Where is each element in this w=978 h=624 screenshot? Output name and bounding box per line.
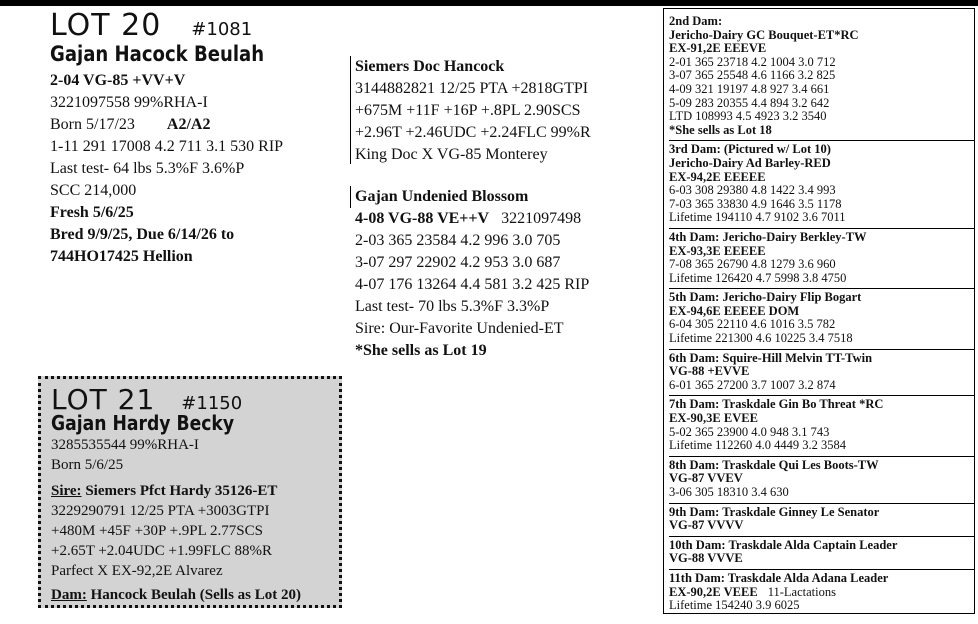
scc: SCC 214,000: [50, 182, 137, 199]
dam-classification: EX-94,6E EEEEE DOM: [669, 303, 800, 318]
production-record: 7-08 365 26790 4.8 1279 3.6 960: [669, 257, 836, 272]
dam-classification: EX-94,2E EEEEE: [669, 169, 766, 184]
dam-line: [51, 585, 301, 605]
bred-sire: 744HO17425 Hellion: [50, 248, 193, 265]
dam-sire: Sire: Our-Favorite Undenied-ET: [355, 320, 564, 337]
bred-info: Bred 9/9/25, Due 6/14/26 to: [50, 226, 235, 243]
last-test: Last test- 64 lbs 5.3%F 3.6%P: [50, 160, 245, 177]
dam-title: 2nd Dam:: [669, 14, 723, 28]
dam-pedigree-box: [663, 8, 975, 614]
dam-entry: [669, 13, 974, 141]
lot-number: LOT 21: [51, 383, 156, 416]
dam-title: 8th Dam: Traskdale Qui Les Boots-TW: [669, 457, 879, 472]
dam-score-line: [355, 208, 589, 230]
dam-classification: VG-88 +EVVE: [669, 364, 750, 379]
dam-record: 2-03 365 23584 4.2 996 3.0 705: [355, 232, 561, 249]
dam-entry: [669, 457, 974, 504]
lot20-details: [50, 70, 283, 268]
dam-entry: [669, 570, 974, 616]
dam-entry: [669, 537, 974, 570]
production-record: 6-04 305 22110 4.6 1016 3.5 782: [669, 317, 836, 332]
production-record: 4-09 321 19197 4.8 927 3.4 661: [669, 81, 830, 96]
dam-title: 4th Dam: Jericho-Dairy Berkley-TW: [669, 229, 867, 244]
dam-last-test: Last test- 70 lbs 5.3%F 3.3%P: [355, 298, 550, 315]
dam-name: Jericho-Dairy Ad Barley-RED: [669, 155, 831, 170]
production-record: 5-02 365 23900 4.0 948 3.1 743: [669, 424, 830, 439]
sire-line: 3144882821 12/25 PTA +2818GTPI: [355, 80, 589, 97]
birth-date: Born 5/6/25: [51, 457, 124, 473]
cow-name: Gajan Hacock Beulah: [50, 42, 265, 66]
production-record: 5-09 283 20355 4.4 894 3.2 642: [669, 95, 830, 110]
lot-id: #1081: [191, 19, 253, 40]
production-record: Lifetime 126420 4.7 5998 3.8 4750: [669, 270, 847, 285]
dam-title: 7th Dam: Traskdale Gin Bo Threat *RC: [669, 397, 884, 412]
dam-classification: EX-90,3E EVEE: [669, 411, 758, 426]
sire-line: +2.96T +2.46UDC +2.24FLC 99%R: [355, 124, 591, 141]
production-record: 1-11 291 17008 4.2 711 3.1 530 RIP: [50, 138, 284, 155]
dam-name: Hancock Beulah (Sells as Lot 20): [90, 587, 302, 603]
dam-record: 3-07 297 22902 4.2 953 3.0 687: [355, 254, 561, 271]
dam-record: 4-07 176 13264 4.4 581 3.2 425 RIP: [355, 276, 590, 293]
production-record: 6-01 365 27200 3.7 1007 3.2 874: [669, 377, 836, 392]
top-rule: [0, 0, 978, 6]
dam-title: 11th Dam: Traskdale Alda Adana Leader: [669, 570, 889, 585]
dam-sells: *She sells as Lot 19: [355, 342, 487, 359]
dam-classification-score: EX-90,2E VEEE: [669, 584, 758, 599]
dam-name: Gajan Undenied Blossom: [355, 188, 529, 205]
sire-block: [350, 56, 591, 164]
dam-entry: [669, 396, 974, 456]
dam-entry: [669, 141, 974, 229]
dam-registration: 3221097498: [501, 210, 582, 227]
sire-line: +675M +11F +16P +.8PL 2.90SCS: [355, 102, 581, 119]
dam-entry: [669, 289, 974, 349]
sire-detail: +480M +45F +30P +.9PL 2.77SCS: [51, 523, 263, 539]
sire-line: King Doc X VG-85 Monterey: [355, 146, 548, 163]
sire-detail: 3229290791 12/25 PTA +3003GTPI: [51, 503, 270, 519]
dam-entry: [669, 350, 974, 397]
dam-title: 6th Dam: Squire-Hill Melvin TT-Twin: [669, 350, 873, 365]
dam-title: 5th Dam: Jericho-Dairy Flip Bogart: [669, 290, 862, 305]
dam-classification: EX-91,2E EEEVE: [669, 41, 767, 56]
lactation-count: 11-Lactations: [767, 584, 836, 599]
production-record: 3-06 305 18310 3.4 630: [669, 485, 789, 499]
dam-entry: [669, 229, 974, 289]
lot20-header: [50, 8, 252, 43]
dam-label: Dam:: [51, 587, 87, 603]
dam-details: [355, 208, 589, 362]
dam-classification: VG-87 VVVV: [669, 518, 744, 533]
dam-classification: [669, 586, 974, 600]
registration: 3221097558 99%RHA-I: [50, 94, 208, 111]
production-record: 6-03 308 29380 4.8 1422 3.4 993: [669, 183, 836, 198]
lot21-box: [38, 376, 342, 608]
production-record: Lifetime 221300 4.6 10225 3.4 7518: [669, 331, 853, 346]
dam-title: 9th Dam: Traskdale Ginney Le Senator: [669, 504, 880, 519]
dam-entry: [669, 504, 974, 537]
dam-title: 10th Dam: Traskdale Alda Captain Leader: [669, 537, 898, 552]
dam-classification: VG-87 VVEV: [669, 471, 743, 486]
production-record: 3-07 365 25548 4.6 1166 3.2 825: [669, 68, 836, 83]
production-record: 2-01 365 23718 4.2 1004 3.0 712: [669, 54, 836, 69]
birth-line: [50, 114, 283, 136]
dam-classification: 4-08 VG-88 VE++V: [355, 210, 490, 227]
fresh-date: Fresh 5/6/25: [50, 204, 134, 221]
production-record: Lifetime 154240 3.9 6025: [669, 598, 800, 613]
classification: 2-04 VG-85 +VV+V: [50, 72, 186, 89]
production-record: 7-03 365 33830 4.9 1646 3.5 1178: [669, 196, 842, 211]
lot-number: LOT 20: [50, 8, 162, 43]
sire-label: Sire:: [51, 483, 82, 499]
registration: 3285535544 99%RHA-I: [51, 437, 199, 453]
production-record: Lifetime 194110 4.7 9102 3.6 7011: [669, 210, 846, 225]
birth-date: Born 5/17/23: [50, 116, 135, 133]
sire-name: Siemers Doc Hancock: [355, 58, 505, 75]
sire-detail: Parfect X EX-92,2E Alvarez: [51, 563, 223, 579]
sire-detail: +2.65T +2.04UDC +1.99FLC 88%R: [51, 543, 272, 559]
a2-status: A2/A2: [166, 116, 211, 133]
dam-title: 3rd Dam: (Pictured w/ Lot 10): [669, 142, 831, 157]
dam-classification: EX-93,3E EEEEE: [669, 243, 766, 258]
sire-name: Siemers Pfct Hardy 35126-ET: [85, 483, 278, 499]
production-record: LTD 108993 4.5 4923 3.2 3540: [669, 109, 827, 124]
lot-id: #1150: [181, 393, 243, 414]
dam-classification: VG-88 VVVE: [669, 551, 743, 566]
dam-block: [350, 186, 528, 208]
sire-line: [51, 481, 301, 501]
cow-name: Gajan Hardy Becky: [51, 411, 235, 435]
lot21-details: [51, 435, 301, 605]
production-record: Lifetime 112260 4.0 4449 3.2 3584: [669, 438, 846, 453]
sells-note: *She sells as Lot 18: [669, 122, 772, 137]
dam-name: Jericho-Dairy GC Bouquet-ET*RC: [669, 27, 859, 42]
